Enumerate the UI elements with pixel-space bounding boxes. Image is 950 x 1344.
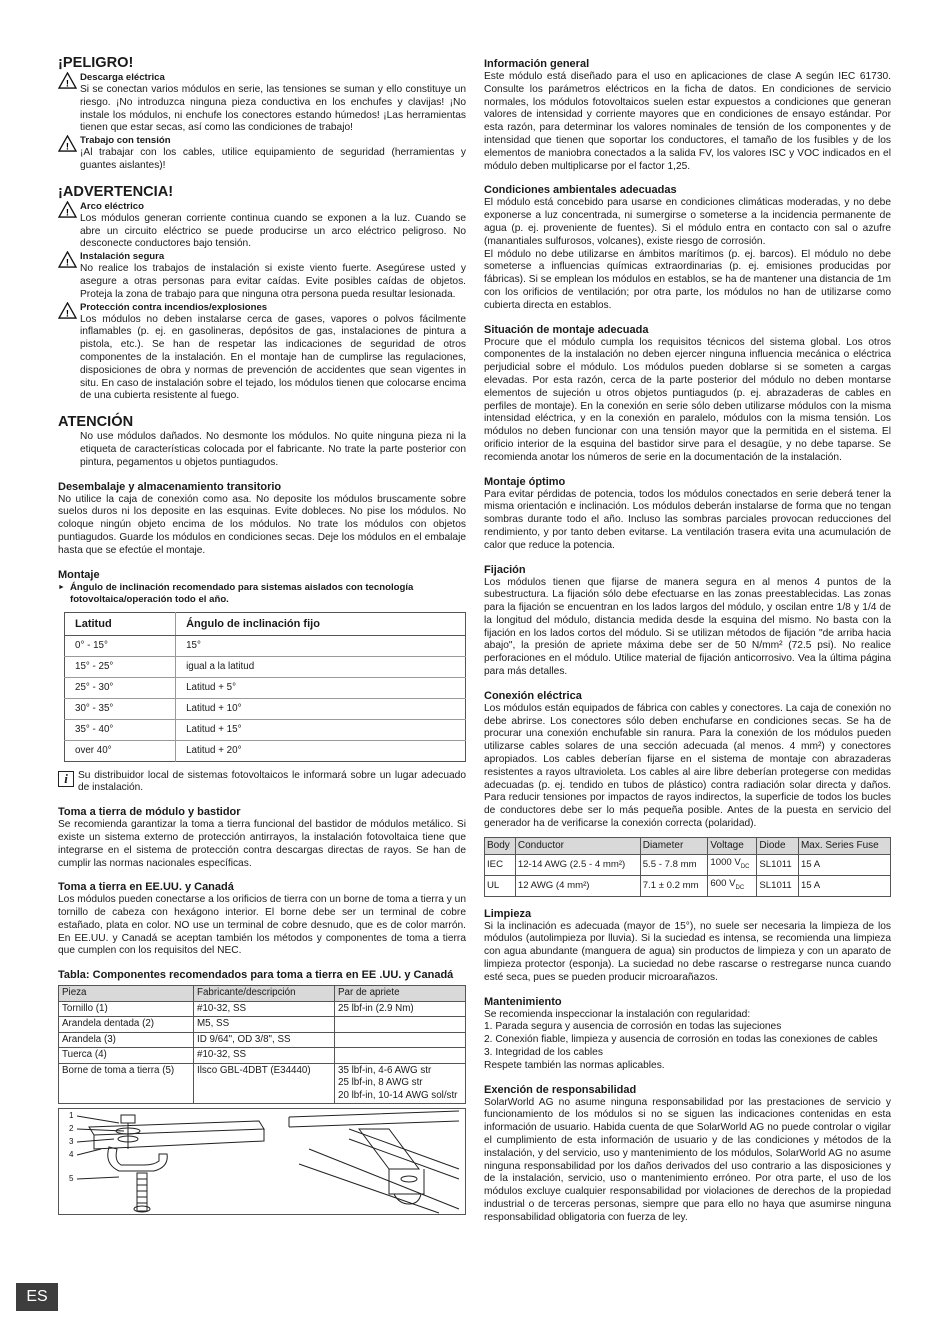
danger-subtitle: Descarga eléctrica <box>80 72 165 83</box>
table-row: IEC 12-14 AWG (2.5 - 4 mm²) 5.5 - 7.8 mm 1000 $V_{DC}$ SL1011 15 A <box>485 854 891 875</box>
table-header: Voltage <box>708 837 757 854</box>
table-header: Latitud <box>65 612 176 635</box>
environment-section <box>484 184 891 312</box>
grounding-title: Toma a tierra de módulo y bastidor <box>58 806 241 819</box>
danger-text: ¡Al trabajar con los cables, utilice equipamiento de seguridad (herramientas y guantes aislantes)! <box>80 147 466 171</box>
mounting-title: Montaje <box>58 568 100 581</box>
grounding-clamp-illustration <box>59 1109 465 1214</box>
table-header: Pieza <box>59 986 194 1002</box>
table-header: Diode <box>757 837 799 854</box>
right-column <box>484 58 891 1225</box>
warning-text: Los módulos generan corriente continua cuando se exponen a la luz. Cuando se abre un circuito eléctrico se puede producirse un arco eléctrico peligroso. No desconecte conductores bajo tensión. <box>80 212 466 250</box>
svg-text:!: ! <box>65 141 70 153</box>
table-header: Fabricante/descripción <box>194 986 335 1002</box>
attention-text: No use módulos dañados. No desmonte los módulos. No quite ninguna pieza ni la etiqueta de características colocada por el fabricante. No trate la parte posterior con pintura, pegamentos u objetos puntiagudos. <box>80 431 466 468</box>
components-table <box>58 985 466 1104</box>
grounding-us-section <box>58 881 466 958</box>
grounding-text: Se recomienda garantizar la toma a tierra funcional del bastidor de módulos metálico. Si existe un sistema externo de protección antirrayos, la instalación fotovoltaica tiene que integrarse en el sistema de protección contra descargas directas de rayos. Se han de cumplir las normas nacionales específicas. <box>58 819 466 869</box>
table-row: 35° - 40° Latitud + 15° <box>65 719 466 740</box>
warning-triangle-icon <box>58 251 77 268</box>
figure-label: 1 <box>69 1111 74 1121</box>
table-row: 25° - 30° Latitud + 5° <box>65 677 466 698</box>
language-badge: ES <box>16 1283 58 1311</box>
table-header: Conductor <box>515 837 640 854</box>
danger-section <box>58 54 466 173</box>
danger-title: ¡PELIGRO! <box>58 55 134 71</box>
warning-item-fire <box>58 302 466 404</box>
maintenance-outro: Respete también las normas aplicables. <box>484 1059 665 1071</box>
location-section <box>484 324 891 465</box>
table-header: Max. Series Fuse <box>798 837 890 854</box>
info-text: Su distribuidor local de sistemas fotovoltaicos le informará sobre un lugar adecuado de instalación. <box>78 769 466 794</box>
warning-triangle-icon <box>58 201 77 218</box>
disclaimer-text: SolarWorld AG no asume ninguna responsabilidad por las prestaciones de servicio y funcionamiento de los módulos si no se siguen las indicaciones contenidas en esta información de usuario. Habida cuenta de que SolarWorld AG no puede controlar o vigilar el cumplimiento de esta información de usuario y de las condiciones y métodos de la instalación, y del servicio, uso y mantenimiento de los módulos, SolarWorld AG no asume ninguna responsabilidad por los daños derivados del uso contrario a las disposiciones y de la instalación, servicio, uso o mantenimiento erróneo. Por otra parte, el uso de los módulos excluye cualquier responsabilidad por violaciones de derechos de la propiedad industrial o de terceras personas, siempre que para ello no haya que asumirse ninguna responsabilidad obligatoria con fuerza de ley. <box>484 1096 891 1223</box>
unpacking-text: No utilice la caja de conexión como asa. No deposite los módulos bruscamente sobre suelos duros ni los deposite en las esquinas. Evite dobleces. No pise los módulos. No coloque ningún objeto encima de los módulos. No trate los módulos con objetos puntiagudos. Guarde los módulos en condiciones secas. Deje los módulos en el embalaje hasta que se efectúe el montaje. <box>58 493 466 556</box>
fixing-text: Los módulos tienen que fijarse de manera segura en al menos 4 puntos de la subestructura. La fijación sólo debe efectuarse en las zonas preestablecidas. Las zonas para la fijación se encuentran en los lados largos del módulo, y oscilan entre 1/8 y 1/4 de la longitud del módulo, distancia medida desde la esquina del mismo. No basta con la fijación en los lados cortos del módulo. Si se utilizan métodos de fijación "de arriba hacia abajo", la presión de apriete máxima debe ser de 50 N/mm² (72.5 psi). No realice perforaciones en el módulo. Utilice material de fijación anticorrosivo. Vea la última página para más detalles. <box>484 576 891 678</box>
warning-subtitle: Arco eléctrico <box>80 200 144 212</box>
table-row: UL 12 AWG (4 mm²) 7.1 ± 0.2 mm 600 $V_{DC}$ SL1011 15 A <box>485 875 891 896</box>
table-row: 0° - 15° 15° <box>65 635 466 656</box>
warning-item-install <box>58 251 466 301</box>
maintenance-section <box>484 996 891 1073</box>
info-note <box>58 770 466 796</box>
warning-triangle-icon <box>58 302 77 319</box>
list-item: 2. Conexión fiable, limpieza y ausencia de corrosión en todas las conexiones de cables <box>484 1034 878 1046</box>
danger-text: Si se conectan varios módulos en serie, las tensiones se suman y ello constituye un riesgo. ¡No introduzca ninguna pieza conductiva en los enchufes y clavijas! ¡No instale los módulos, ni enchufe los conectores estando húmedos! ¡Las herramientas tienen que estar secas, así como las condiciones de trabajo! <box>80 84 466 134</box>
warning-text: No realice los trabajos de instalación si existe viento fuerte. Asegúrese usted y asegure a otras personas para evitar caídas. Evite posibles caídas de objetos. Proteja la zona de trabajo para que ninguna otra persona pueda resultar lesionada. <box>80 263 466 300</box>
table-row: Borne de toma a tierra (5) Ilsco GBL-4DBT (E34440) 35 lbf-in, 4-6 AWG str 25 lbf-in, 8 AWG str 20 lbf-in, 10-14 AWG sol/str <box>59 1063 466 1104</box>
table-header: Ángulo de inclinación fijo <box>176 612 466 635</box>
cleaning-text: Si la inclinación es adecuada (mayor de 15°), no suele ser necesaria la limpieza de los módulos (autolimpieza por lluvia). Si la suciedad es intensa, se recomienda una limpieza con agua abundante (manguera de agua) sin productos de limpieza y con un aparato de limpieza protector (esponja). La suciedad no debe rascarse o restregarse nunca cuando esté seca, pues se pueden producir microarañazos. <box>484 920 891 983</box>
danger-item-shock <box>58 72 466 135</box>
warning-triangle-icon <box>58 135 77 152</box>
fixing-title: Fijación <box>484 563 526 576</box>
grounding-us-text: Los módulos pueden conectarse a los orificios de tierra con un borne de toma a tierra y un tornillo de cabeza con hexágono interior. El borne debe ser un terminal de cobre estañado, plata en color. NO use un terminal de cobre desnudo, que es de color marrón. En EE.UU. y Canadá se aceptan también los métodos y componentes de toma a tierra que cumplen con los requisitos del NEC. <box>58 894 466 957</box>
attention-title: ATENCIÓN <box>58 414 134 431</box>
table-row: over 40° Latitud + 20° <box>65 740 466 761</box>
components-title: Tabla: Componentes recomendados para toma a tierra en EE .UU. y Canadá <box>58 969 454 982</box>
cable-spec-table <box>484 837 891 897</box>
optimal-section <box>484 476 891 553</box>
table-row: Tuerca (4) #10-32, SS <box>59 1048 466 1064</box>
fixing-section <box>484 564 891 679</box>
cleaning-section <box>484 908 891 985</box>
attention-section <box>58 413 466 469</box>
electrical-text: Los módulos están equipados de fábrica con cables y conectores. La caja de conexión no debe abrirse. Los conectores sólo deben enchufarse en condiciones secas. Se ha de procurar una conexión enchufable sin ranura. Para la conexión de los módulos pueden utilizarse cables solares de una sección adecuada (al menos. 4 mm²) y conectores apropiados. Los cables deberían fijarse en el sistema de montaje con abrazaderas resistentes a rayos ultravioleta. Los cables al aire libre deberían protegerse con medidas adecuadas (p. ej. tendido en tubos de plástico) contra radiación solar directa y daños. Para reducir tensiones por impactos de rayos indirectos, la superficie de todos los bucles de conductores debe ser lo más pequeña posible. Antes de la puesta en servicio del generador ha de verificarse la conexión correcta (polaridad). <box>484 702 891 830</box>
grounding-diagram <box>58 1108 466 1215</box>
maintenance-title: Mantenimiento <box>484 995 562 1008</box>
list-item: 1. Parada segura y ausencia de corrosión en todas las sujeciones <box>484 1021 782 1033</box>
tilt-angle-table <box>64 612 466 762</box>
table-row: 15° - 25° igual a la latitud <box>65 656 466 677</box>
svg-text:!: ! <box>65 207 70 218</box>
electrical-title: Conexión eléctrica <box>484 689 582 702</box>
environment-text: El módulo no debe utilizarse en ámbitos marítimos (p. ej. barcos). El módulo no debe someterse a influencias químicas extraordinarias (p. ej. emisiones producidas por fábricas). Si se emplean los módulos en establos, se ha de mantener una distancia de 1m con los orificios de ventilación; por otra parte, los módulos no han de utilizarse como cubierta directa en establos. <box>484 248 891 311</box>
table-header: Diameter <box>640 837 708 854</box>
electrical-section <box>484 690 891 897</box>
info-icon: i <box>58 771 74 787</box>
environment-title: Condiciones ambientales adecuadas <box>484 184 677 197</box>
mounting-bullet: ► Ángulo de inclinación recomendado para sistemas aislados con tecnología fotovoltaica/operación todo el año. <box>58 581 414 605</box>
arrow-bullet-icon: ► <box>58 583 65 591</box>
maintenance-intro: Se recomienda inspeccionar la instalación con regularidad: <box>484 1008 751 1020</box>
warning-text: Los módulos no deben instalarse cerca de gases, vapores o polvos fácilmente inflamables (p. ej. en gasolineras, depósitos de gas, instalaciones de pintura a pistola, etc.). Se han de respetar las indicaciones de seguridad de otros componentes de la instalación. En el montaje han de cumplirse las regulaciones, disposiciones de obra y normas de prevención de accidentes que sean vigentes in situ. En caso de instalación sobre el tejado, los módulos tienen que colocarse encima de una cubierta resistente al fuego. <box>80 313 466 402</box>
table-row: 30° - 35° Latitud + 10° <box>65 698 466 719</box>
left-column <box>58 54 466 1215</box>
location-text: Procure que el módulo cumpla los requisitos técnicos del sistema global. Los otros componentes de la instalación no deben ejercer ninguna influencia mecánica o eléctrica perjudicial sobre el módulo. Los módulos pueden doblarse si se someten a cargas elevadas. Por esta razón, cerca de la parte posterior del módulo no deben montarse elementos de sujeción u otros objetos puntiagudos (p. ej. abrazaderas de cables en perfiles de montaje). En la conexión en serie sólo deben utilizarse módulos con la misma intensidad eléctrica, y en la conexión en paralelo, módulos con la misma tensión. Los módulos no deben funcionar con una tensión mayor que la permitida en el sistema. El orificio interior de la esquina del bastidor sirve para el desagüe, y no debe taparse. Se recomienda anotar los números de serie en la documentación de la instalación. <box>484 336 891 463</box>
components-section <box>58 969 466 1215</box>
warning-subtitle: Protección contra incendios/explosiones <box>80 301 268 313</box>
general-info-text: Este módulo está diseñado para el uso en aplicaciones de clase A según IEC 61730. Consulte los parámetros eléctricos en la ficha de datos. En condiciones de servicio normales, los módulos fotovoltaicos suelen estar expuestos a condiciones que generan valores de intensidad y corriente mayores que en condiciones de ensayo estándar. Por esta razón, para determinar los valores nominales de tensión de los componentes y de intensidad que tienen que soportar los conductores, el tamaño de los fusibles y de los elementos de maniobra conectados a la salida FV, los valores ISC y VOC indicados en el módulo deben multiplicarse por el factor 1,25. <box>484 71 891 172</box>
figure-label: 3 <box>69 1137 74 1147</box>
optimal-text: Para evitar pérdidas de potencia, todos los módulos conectados en serie deberá tener la misma orientación e inclinación. Los módulos deberán instalarse de forma que no tengan sombras durante todo el año. Incluso las sombras parciales provocan reducciones del rendimiento, y por tanto deben evitarse. La ventilación trasera evita una acumulación de calor que reduce la potencia. <box>484 488 891 551</box>
grounding-section <box>58 806 466 870</box>
danger-item-voltage <box>58 135 466 173</box>
cleaning-title: Limpieza <box>484 907 532 920</box>
table-header: Body <box>485 837 516 854</box>
figure-label: 5 <box>69 1174 74 1184</box>
location-title: Situación de montaje adecuada <box>484 323 649 336</box>
warning-title: ¡ADVERTENCIA! <box>58 183 174 200</box>
table-row: Arandela dentada (2) M5, SS <box>59 1017 466 1033</box>
danger-subtitle: Trabajo con tensión <box>80 135 171 147</box>
unpacking-title: Desembalaje y almacenamiento transitorio <box>58 480 282 493</box>
figure-label: 4 <box>69 1150 74 1160</box>
table-row: Tornillo (1) #10-32, SS 25 lbf-in (2.9 Nm) <box>59 1001 466 1017</box>
svg-text:!: ! <box>65 78 70 89</box>
maintenance-list <box>484 1021 891 1059</box>
unpacking-section <box>58 481 466 558</box>
warning-item-arc <box>58 201 466 251</box>
disclaimer-section <box>484 1084 891 1225</box>
general-info-section <box>484 58 891 173</box>
figure-label: 2 <box>69 1124 74 1134</box>
grounding-us-title: Toma a tierra en EE.UU. y Canadá <box>58 881 234 894</box>
general-info-title: Información general <box>484 58 590 70</box>
environment-text: El módulo está concebido para usarse en condiciones climáticas moderadas, y no debe exponerse a luz concentrada, ni sumergirse o someterse a la incidencia permanente de agua (p. ej. proveniente de fuentes). Si el módulo entra en contacto con sal o azufre (manantiales sulfurosos, volcanes), existe riesgo de corrosión. <box>484 197 891 247</box>
warning-section <box>58 183 466 403</box>
warning-triangle-icon <box>58 72 77 89</box>
warning-subtitle: Instalación segura <box>80 251 165 263</box>
svg-text:!: ! <box>65 257 70 269</box>
table-header: Par de apriete <box>335 986 466 1002</box>
optimal-title: Montaje óptimo <box>484 475 566 488</box>
disclaimer-title: Exención de responsabilidad <box>484 1083 637 1096</box>
list-item: 3. Integridad de los cables <box>484 1047 603 1059</box>
mounting-section <box>58 569 466 796</box>
svg-text:!: ! <box>65 308 70 319</box>
table-row: Arandela (3) ID 9/64", OD 3/8", SS <box>59 1032 466 1048</box>
